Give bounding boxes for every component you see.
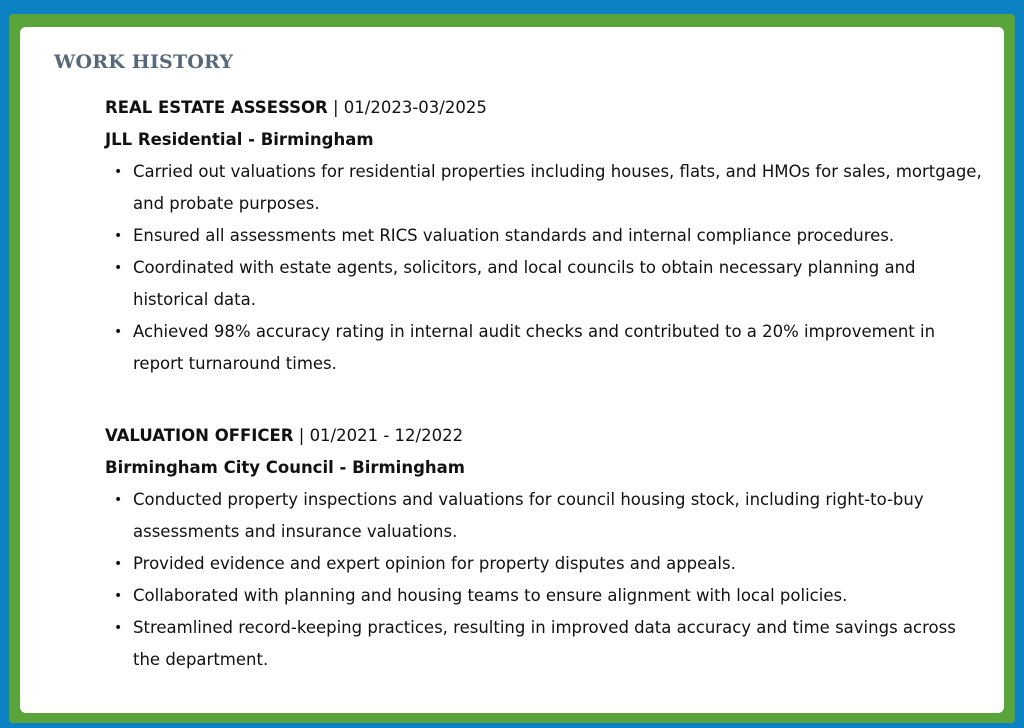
job-title: VALUATION OFFICER — [105, 426, 294, 445]
bullet-item — [105, 156, 985, 220]
bullet-dot: • — [114, 556, 123, 572]
bullet-item — [105, 484, 985, 548]
bullet-text: Coordinated with estate agents, solicitors, and local councils to obtain necessary planning and historical data. — [133, 258, 916, 309]
bullet-dot: • — [114, 492, 123, 508]
bullet-item — [105, 580, 985, 612]
job-title-line — [105, 424, 985, 448]
resume-page — [20, 27, 1004, 713]
job-entry — [105, 96, 985, 380]
bullet-item — [105, 252, 985, 316]
job-title: REAL ESTATE ASSESSOR — [105, 98, 328, 117]
job-title-line — [105, 96, 985, 120]
bullet-dot: • — [114, 228, 123, 244]
bullet-text: Provided evidence and expert opinion for property disputes and appeals. — [133, 554, 736, 573]
bullet-item — [105, 220, 985, 252]
employer-name: JLL Residential - Birmingham — [105, 130, 374, 149]
bullet-dot: • — [114, 588, 123, 604]
bullet-text: Conducted property inspections and valuations for council housing stock, including right-to-buy assessments and insurance valuations. — [133, 490, 924, 541]
bullet-dot: • — [114, 620, 123, 636]
bullet-text: Ensured all assessments met RICS valuation standards and internal compliance procedures. — [133, 226, 895, 245]
employer-name: Birmingham City Council - Birmingham — [105, 458, 465, 477]
job-bullets — [105, 156, 985, 380]
bullet-dot: • — [114, 164, 123, 180]
job-dates: 01/2021 - 12/2022 — [309, 426, 464, 445]
title-separator: | — [293, 426, 310, 445]
bullet-text: Carried out valuations for residential properties including houses, flats, and HMOs for sales, mortgage, and probate purposes. — [133, 162, 982, 213]
bullet-text: Achieved 98% accuracy rating in internal audit checks and contributed to a 20% improvement in report turnaround times. — [133, 322, 936, 373]
title-separator: | — [327, 98, 344, 117]
bullet-text: Streamlined record-keeping practices, resulting in improved data accuracy and time savings across the department. — [133, 618, 956, 669]
bullet-item — [105, 548, 985, 580]
bullet-item — [105, 316, 985, 380]
job-bullets — [105, 484, 985, 676]
job-entry — [105, 424, 985, 676]
bullet-text: Collaborated with planning and housing teams to ensure alignment with local policies. — [133, 586, 848, 605]
job-dates: 01/2023-03/2025 — [343, 98, 487, 117]
bullet-dot: • — [114, 260, 123, 276]
section-heading-work-history: WORK HISTORY — [54, 51, 234, 73]
bullet-item — [105, 612, 985, 676]
bullet-dot: • — [114, 324, 123, 340]
